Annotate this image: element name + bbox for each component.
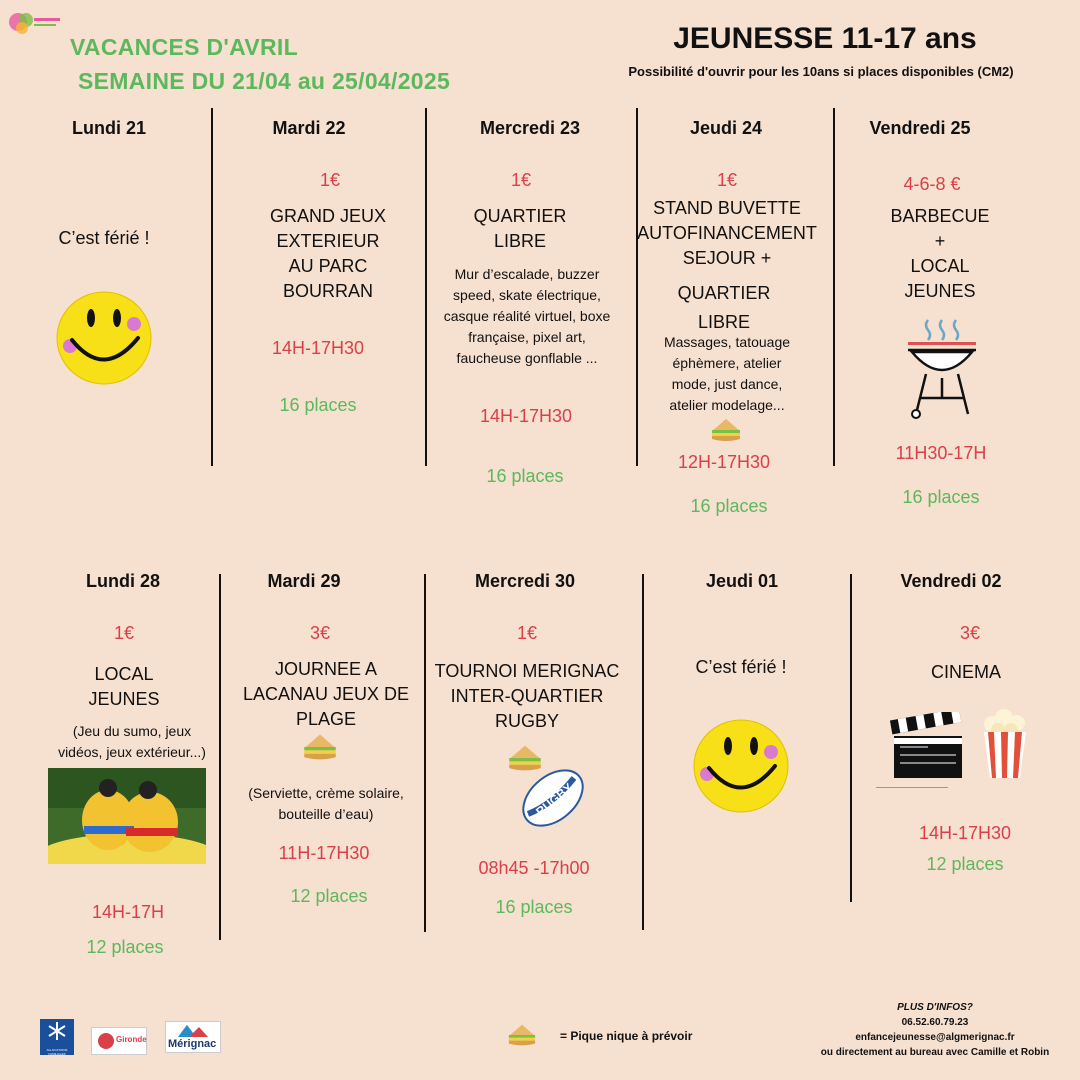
divider xyxy=(425,108,427,466)
divider xyxy=(219,574,221,940)
barbecue-icon xyxy=(904,316,980,427)
activity-description: (Jeu du sumo, jeux vidéos, jeux extérieur...) xyxy=(58,723,206,760)
rugby-ball-icon xyxy=(518,764,588,837)
right-subtitle: Possibilité d'ouvrir pour les 10ans si places disponibles (CM2) xyxy=(628,64,1014,79)
places: 12 places xyxy=(290,886,368,906)
day-lundi-28: Lundi 28 xyxy=(85,571,160,591)
smiley-icon xyxy=(691,716,791,821)
day-jeudi-01: Jeudi 01 xyxy=(705,571,779,591)
time: 11H-17H30 xyxy=(278,843,370,863)
price: 1€ xyxy=(113,623,135,643)
sumo-photo xyxy=(48,768,206,864)
divider xyxy=(833,108,835,466)
activity-description: (Serviette, crème solaire, bouteille d’eau) xyxy=(248,785,404,822)
time: 14H-17H30 xyxy=(479,406,573,426)
activity-title: CINEMA xyxy=(930,662,1002,682)
price: 1€ xyxy=(319,170,341,190)
activity-title-2: QUARTIER LIBRE xyxy=(677,283,771,332)
divider xyxy=(211,108,213,466)
caf-logo-text: ALLOCATIONS FAMILIALES xyxy=(46,1048,68,1056)
time: 12H-17H30 xyxy=(677,452,771,472)
places: 12 places xyxy=(86,937,164,957)
time: 14H-17H30 xyxy=(918,823,1012,843)
contact-info: PLUS D'INFOS? 06.52.60.79.23 enfancejeunesse@algmerignac.fr ou directement au bureau avec Camille et Robin xyxy=(820,1002,1050,1058)
places: 16 places xyxy=(279,395,357,415)
popcorn-icon xyxy=(980,708,1030,785)
price: 1€ xyxy=(510,170,532,190)
activity-title: BARBECUE + LOCAL JEUNES xyxy=(890,206,990,301)
divider xyxy=(850,574,852,902)
activity-description: Massages, tatouage éphèmere, atelier mode, just dance, atelier modelage... xyxy=(663,334,791,413)
time: 14H-17H30 xyxy=(271,338,365,358)
activity-title: JOURNEE A LACANAU JEUX DE PLAGE xyxy=(242,659,410,729)
gironde-logo-text: Gironde xyxy=(116,1035,147,1044)
sandwich-icon xyxy=(507,1022,537,1053)
places: 16 places xyxy=(486,466,564,486)
day-mercredi-30: Mercredi 30 xyxy=(474,571,576,591)
header-line2: SEMAINE DU 21/04 au 25/04/2025 xyxy=(78,68,451,94)
ferie-note: C’est férié ! xyxy=(58,228,150,248)
rugby-ball-text: RUGBY xyxy=(533,780,576,819)
day-mercredi-23: Mercredi 23 xyxy=(479,118,581,138)
activity-title: STAND BUVETTE AUTOFINANCEMENT SEJOUR + xyxy=(637,198,817,268)
merignac-logo xyxy=(165,1021,221,1053)
activity-title: TOURNOI MERIGNAC INTER-QUARTIER RUGBY xyxy=(434,661,620,731)
day-lundi-21: Lundi 21 xyxy=(71,118,146,138)
day-jeudi-24: Jeudi 24 xyxy=(689,118,763,138)
divider xyxy=(424,574,426,932)
header-line1: VACANCES D'AVRIL xyxy=(70,34,298,60)
legend-text: = Pique nique à prévoir xyxy=(560,1029,693,1043)
alg-logo xyxy=(6,8,62,38)
places: 16 places xyxy=(902,487,980,507)
underline-decoration xyxy=(876,787,948,788)
activity-title: QUARTIER LIBRE xyxy=(473,206,567,251)
day-mardi-22: Mardi 22 xyxy=(272,118,346,138)
caf-logo xyxy=(40,1019,74,1055)
price: 1€ xyxy=(516,623,538,643)
activity-description: Mur d’escalade, buzzer speed, skate électrique, casque réalité virtuel, boxe française, pixel art, faucheuse gonflable ... xyxy=(443,266,611,366)
sandwich-icon xyxy=(710,417,742,448)
merignac-logo-text: Mérignac xyxy=(168,1038,217,1050)
price: 3€ xyxy=(959,623,981,643)
divider xyxy=(642,574,644,930)
time: 08h45 -17h00 xyxy=(478,858,590,878)
places: 16 places xyxy=(495,897,573,917)
day-mardi-29: Mardi 29 xyxy=(267,571,341,591)
places: 12 places xyxy=(926,854,1004,874)
divider xyxy=(636,108,638,466)
gironde-logo xyxy=(91,1027,147,1055)
price: 3€ xyxy=(309,623,331,643)
day-vendredi-25: Vendredi 25 xyxy=(869,118,971,138)
smiley-icon xyxy=(54,290,154,391)
activity-title: GRAND JEUX EXTERIEUR AU PARC BOURRAN xyxy=(269,206,387,301)
activity-title: LOCAL JEUNES xyxy=(88,664,160,709)
sandwich-icon xyxy=(302,732,338,767)
places: 16 places xyxy=(690,496,768,516)
day-vendredi-02: Vendredi 02 xyxy=(900,571,1002,591)
clapperboard-icon xyxy=(890,712,966,785)
price: 1€ xyxy=(716,170,738,190)
ferie-note: C’est férié ! xyxy=(695,657,787,677)
price: 4-6-8 € xyxy=(903,174,961,194)
time: 14H-17H xyxy=(91,902,165,922)
time: 11H30-17H xyxy=(895,443,987,463)
right-title: JEUNESSE 11-17 ans xyxy=(673,22,977,55)
